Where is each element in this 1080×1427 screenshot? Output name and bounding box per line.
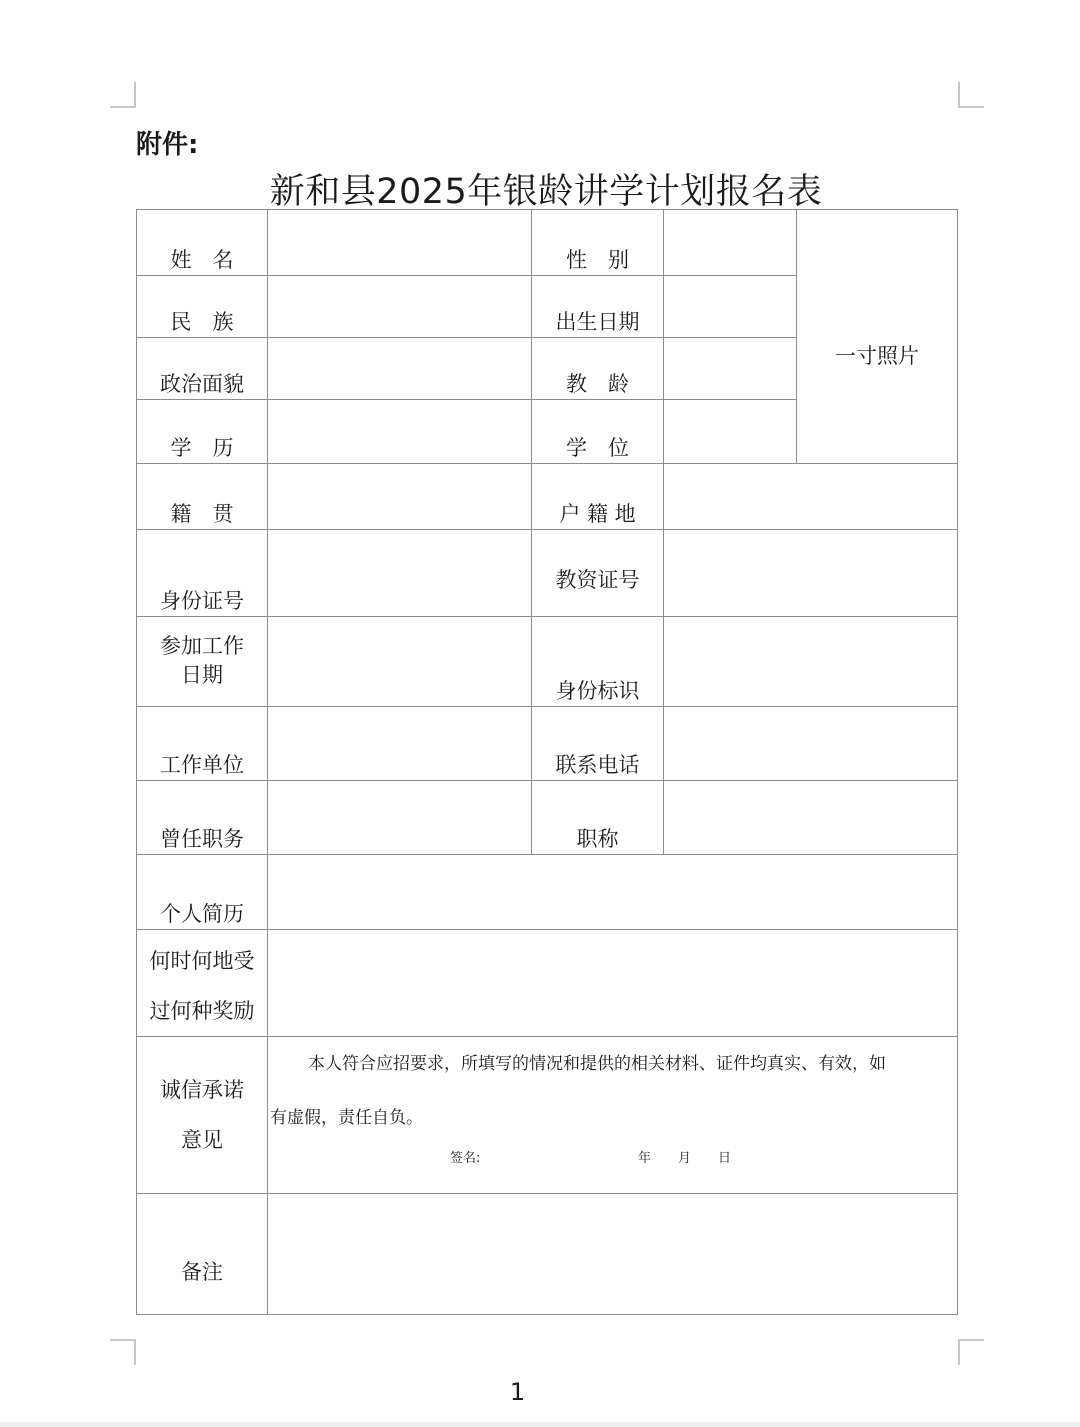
teacher-cert-label: 教资证号 <box>532 530 664 617</box>
row-remarks <box>137 1194 958 1315</box>
pledge-label <box>137 1037 268 1194</box>
ethnicity-label: 民 族 <box>137 276 268 338</box>
form-title: 新和县2025年银龄讲学计划报名表 <box>269 172 823 212</box>
political-field[interactable] <box>268 338 532 400</box>
work-start-label <box>137 617 268 707</box>
pledge-text-line2: 有虚假，责任自负。 <box>270 1108 423 1128</box>
birthdate-label: 出生日期 <box>532 276 664 338</box>
native-place-label: 籍 贯 <box>137 464 268 530</box>
row-id-number <box>137 530 958 617</box>
work-start-field[interactable] <box>268 617 532 707</box>
pledge-cell <box>268 1037 958 1194</box>
name-field[interactable] <box>268 210 532 276</box>
native-place-field[interactable] <box>268 464 532 530</box>
teacher-cert-field[interactable] <box>664 530 958 617</box>
identity-field[interactable] <box>664 617 958 707</box>
attachment-label: 附件: <box>136 130 199 160</box>
day-label: 日 <box>718 1151 732 1166</box>
household-field[interactable] <box>664 464 958 530</box>
remarks-label: 备注 <box>137 1194 268 1315</box>
awards-field[interactable] <box>268 930 958 1037</box>
awards-label-line1: 何时何地受 <box>149 949 255 973</box>
row-resume <box>137 855 958 930</box>
employer-field[interactable] <box>268 707 532 781</box>
title-rank-label: 职称 <box>532 781 664 855</box>
pledge-label-line1: 诚信承诺 <box>160 1078 244 1102</box>
title-rank-field[interactable] <box>664 781 958 855</box>
registration-form-table <box>136 209 958 1315</box>
birthdate-field[interactable] <box>664 276 797 338</box>
awards-label-line2: 过何种奖励 <box>149 999 255 1023</box>
page-number: 1 <box>509 1378 526 1406</box>
id-number-field[interactable] <box>268 530 532 617</box>
row-former-post <box>137 781 958 855</box>
sign-label: 签名: <box>450 1151 481 1166</box>
row-pledge <box>137 1037 958 1194</box>
month-label: 月 <box>678 1151 692 1166</box>
teaching-years-label: 教 龄 <box>532 338 664 400</box>
household-label: 户 籍 地 <box>532 464 664 530</box>
identity-label: 身份标识 <box>532 617 664 707</box>
gender-label: 性 别 <box>532 210 664 276</box>
degree-label: 学 位 <box>532 400 664 464</box>
former-post-field[interactable] <box>268 781 532 855</box>
crop-mark-top-right <box>958 82 984 108</box>
degree-field[interactable] <box>664 400 797 464</box>
crop-mark-bottom-left <box>110 1339 136 1365</box>
crop-mark-top-left <box>110 82 136 108</box>
photo-box[interactable] <box>797 210 958 464</box>
education-field[interactable] <box>268 400 532 464</box>
former-post-label: 曾任职务 <box>137 781 268 855</box>
teaching-years-field[interactable] <box>664 338 797 400</box>
photo-label: 一寸照片 <box>835 344 919 368</box>
work-start-label-line1: 参加工作 <box>160 633 244 658</box>
pledge-label-line2: 意见 <box>181 1128 223 1152</box>
work-start-label-line2: 日期 <box>181 662 223 687</box>
pledge-statement <box>268 1037 957 1145</box>
education-label: 学 历 <box>137 400 268 464</box>
ethnicity-field[interactable] <box>268 276 532 338</box>
phone-label: 联系电话 <box>532 707 664 781</box>
name-label: 姓 名 <box>137 210 268 276</box>
row-native-place <box>137 464 958 530</box>
pledge-text-line1: 本人符合应招要求，所填写的情况和提供的相关材料、证件均真实、有效，如 <box>308 1054 886 1074</box>
remarks-field[interactable] <box>268 1194 958 1315</box>
bottom-edge <box>0 1422 1080 1427</box>
phone-field[interactable] <box>664 707 958 781</box>
awards-label <box>137 930 268 1037</box>
employer-label: 工作单位 <box>137 707 268 781</box>
resume-label: 个人简历 <box>137 855 268 930</box>
id-number-label: 身份证号 <box>137 530 268 617</box>
row-work-start <box>137 617 958 707</box>
crop-mark-bottom-right <box>958 1339 984 1365</box>
political-label: 政治面貌 <box>137 338 268 400</box>
row-name <box>137 210 958 276</box>
signature-line <box>268 1145 957 1165</box>
year-label: 年 <box>638 1151 652 1166</box>
row-awards <box>137 930 958 1037</box>
gender-field[interactable] <box>664 210 797 276</box>
resume-field[interactable] <box>268 855 958 930</box>
row-employer <box>137 707 958 781</box>
